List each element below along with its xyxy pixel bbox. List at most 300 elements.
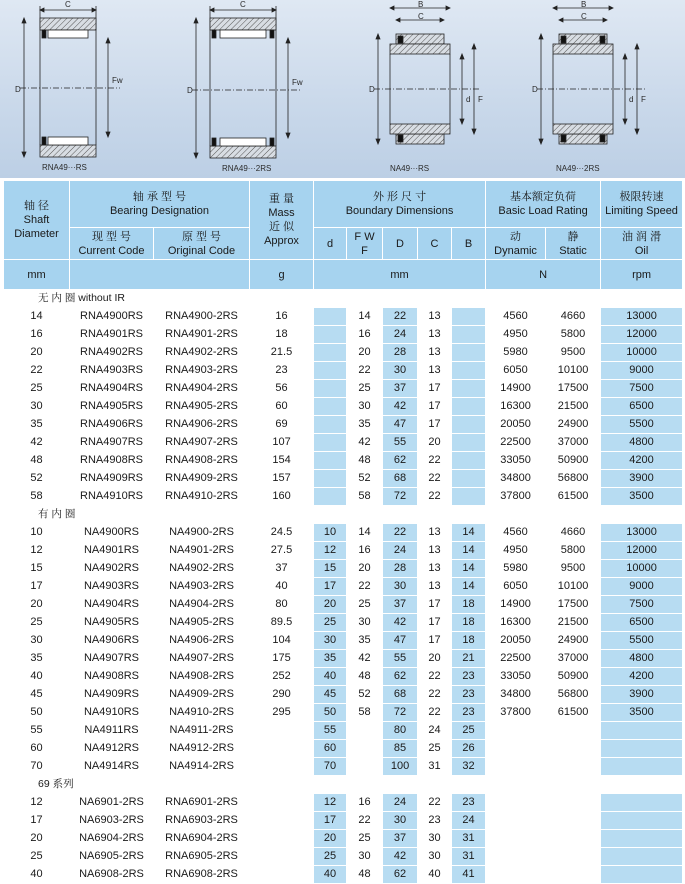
cell-dim-D: 30 bbox=[383, 812, 418, 830]
cell-shaft-diameter: 40 bbox=[4, 866, 70, 884]
cell-dim-B: 23 bbox=[452, 704, 486, 722]
cell-shaft-diameter: 17 bbox=[4, 578, 70, 596]
cell-original-code: NA4904-2RS bbox=[154, 596, 250, 614]
dim-label-fw: Fw bbox=[292, 78, 303, 87]
header-fw2: F bbox=[361, 244, 368, 257]
cell-load-dynamic: 22500 bbox=[486, 650, 546, 668]
table-row bbox=[4, 794, 683, 812]
cell-load-dynamic: 5980 bbox=[486, 344, 546, 362]
table-row bbox=[4, 434, 683, 452]
cell-current-code: NA4901RS bbox=[70, 542, 154, 560]
dim-label-c: C bbox=[581, 12, 587, 21]
cell-shaft-diameter: 10 bbox=[4, 524, 70, 542]
cell-dim-B: 25 bbox=[452, 722, 486, 740]
cell-load-dynamic: 4560 bbox=[486, 524, 546, 542]
table-row bbox=[4, 650, 683, 668]
cell-dim-D: 24 bbox=[383, 326, 418, 344]
table-row bbox=[4, 542, 683, 560]
cell-dim-fw: 22 bbox=[347, 578, 383, 596]
cell-original-code: NA4912-2RS bbox=[154, 740, 250, 758]
cell-mass: 21.5 bbox=[250, 344, 314, 362]
cell-mass: 80 bbox=[250, 596, 314, 614]
dim-label-f: F bbox=[641, 95, 646, 104]
cell-dim-D: 28 bbox=[383, 560, 418, 578]
table-row bbox=[4, 308, 683, 326]
cell-load-dynamic bbox=[486, 830, 546, 848]
cell-speed-oil: 12000 bbox=[601, 542, 683, 560]
cell-dim-fw: 22 bbox=[347, 362, 383, 380]
cell-dim-fw: 20 bbox=[347, 560, 383, 578]
table-row bbox=[4, 362, 683, 380]
cell-dim-d bbox=[314, 488, 347, 506]
cell-dim-C: 20 bbox=[418, 650, 452, 668]
cell-speed-oil: 9000 bbox=[601, 578, 683, 596]
cell-load-dynamic: 20050 bbox=[486, 416, 546, 434]
table-row bbox=[4, 812, 683, 830]
cell-dim-B: 18 bbox=[452, 632, 486, 650]
table-row bbox=[4, 470, 683, 488]
cell-dim-D: 28 bbox=[383, 344, 418, 362]
cell-dim-fw: 14 bbox=[347, 308, 383, 326]
cell-dim-C: 22 bbox=[418, 668, 452, 686]
cell-original-code: NA4903-2RS bbox=[154, 578, 250, 596]
cell-dim-C: 13 bbox=[418, 308, 452, 326]
cell-dim-fw: 20 bbox=[347, 344, 383, 362]
cell-dim-D: 68 bbox=[383, 470, 418, 488]
cell-load-dynamic bbox=[486, 722, 546, 740]
cell-dim-C: 13 bbox=[418, 578, 452, 596]
cell-current-code: RNA4908RS bbox=[70, 452, 154, 470]
cell-current-code: NA6901-2RS bbox=[70, 794, 154, 812]
cell-load-static bbox=[546, 758, 601, 776]
table-row bbox=[4, 398, 683, 416]
cell-dim-D: 100 bbox=[383, 758, 418, 776]
cell-dim-D: 68 bbox=[383, 686, 418, 704]
header-oil bbox=[601, 228, 683, 260]
cell-dim-C: 22 bbox=[418, 470, 452, 488]
cell-dim-d: 10 bbox=[314, 524, 347, 542]
table-row bbox=[4, 452, 683, 470]
cell-dim-d bbox=[314, 452, 347, 470]
dim-label-d-outer: D bbox=[369, 85, 375, 94]
cell-shaft-diameter: 30 bbox=[4, 632, 70, 650]
cell-dim-d: 17 bbox=[314, 812, 347, 830]
cell-load-static bbox=[546, 848, 601, 866]
cell-mass: 175 bbox=[250, 650, 314, 668]
cell-dim-d: 60 bbox=[314, 740, 347, 758]
cell-dim-d: 50 bbox=[314, 704, 347, 722]
dim-label-f: F bbox=[478, 95, 483, 104]
cell-current-code: NA4900RS bbox=[70, 524, 154, 542]
cell-dim-fw: 48 bbox=[347, 668, 383, 686]
cell-speed-oil: 6500 bbox=[601, 614, 683, 632]
cell-dim-C: 22 bbox=[418, 704, 452, 722]
cell-current-code: NA6903-2RS bbox=[70, 812, 154, 830]
cell-speed-oil bbox=[601, 758, 683, 776]
cell-shaft-diameter: 16 bbox=[4, 326, 70, 344]
cell-speed-oil: 3900 bbox=[601, 686, 683, 704]
header-static bbox=[546, 228, 601, 260]
cell-dim-C: 22 bbox=[418, 686, 452, 704]
cell-speed-oil: 9000 bbox=[601, 362, 683, 380]
cell-dim-D: 24 bbox=[383, 542, 418, 560]
cell-dim-D: 47 bbox=[383, 416, 418, 434]
cell-dim-C: 25 bbox=[418, 740, 452, 758]
cell-dim-d: 30 bbox=[314, 632, 347, 650]
cell-dim-D: 37 bbox=[383, 596, 418, 614]
cell-speed-oil bbox=[601, 866, 683, 884]
cell-dim-fw: 58 bbox=[347, 704, 383, 722]
cell-load-static: 21500 bbox=[546, 398, 601, 416]
dim-label-c: C bbox=[65, 0, 71, 9]
cell-mass bbox=[250, 794, 314, 812]
cell-mass: 290 bbox=[250, 686, 314, 704]
cell-shaft-diameter: 60 bbox=[4, 740, 70, 758]
table-row bbox=[4, 686, 683, 704]
cell-dim-d: 35 bbox=[314, 650, 347, 668]
table-row bbox=[4, 722, 683, 740]
cell-dim-fw: 48 bbox=[347, 452, 383, 470]
cell-dim-d bbox=[314, 344, 347, 362]
header-bearing-en: Bearing Designation bbox=[109, 205, 210, 217]
cell-current-code: RNA4910RS bbox=[70, 488, 154, 506]
cell-mass: 23 bbox=[250, 362, 314, 380]
cell-shaft-diameter: 70 bbox=[4, 758, 70, 776]
cell-dim-B: 32 bbox=[452, 758, 486, 776]
cell-dim-C: 17 bbox=[418, 380, 452, 398]
cell-dim-d bbox=[314, 380, 347, 398]
dim-label-d-outer: D bbox=[15, 85, 21, 94]
cell-current-code: NA4908RS bbox=[70, 668, 154, 686]
table-row bbox=[4, 344, 683, 362]
cell-load-static bbox=[546, 740, 601, 758]
cell-current-code: NA4914RS bbox=[70, 758, 154, 776]
cell-dim-fw: 42 bbox=[347, 434, 383, 452]
cell-dim-fw bbox=[347, 758, 383, 776]
cell-mass bbox=[250, 812, 314, 830]
cell-dim-D: 42 bbox=[383, 398, 418, 416]
header-dynamic bbox=[486, 228, 546, 260]
unit-mm: mm bbox=[4, 260, 70, 290]
cell-dim-d: 40 bbox=[314, 866, 347, 884]
dim-label-d-outer: D bbox=[187, 86, 193, 95]
table-row bbox=[4, 740, 683, 758]
header-fw1: F W bbox=[354, 230, 375, 243]
cell-load-static bbox=[546, 722, 601, 740]
cell-dim-d: 12 bbox=[314, 542, 347, 560]
cell-dim-d bbox=[314, 434, 347, 452]
unit-n: N bbox=[486, 260, 601, 290]
table-row bbox=[4, 704, 683, 722]
cell-speed-oil: 4800 bbox=[601, 650, 683, 668]
cell-mass bbox=[250, 758, 314, 776]
cell-current-code: RNA4909RS bbox=[70, 470, 154, 488]
cell-dim-d: 20 bbox=[314, 830, 347, 848]
cell-speed-oil: 5500 bbox=[601, 416, 683, 434]
header-load-en: Basic Load Rating bbox=[498, 205, 588, 217]
cell-mass bbox=[250, 866, 314, 884]
cell-speed-oil: 13000 bbox=[601, 308, 683, 326]
cell-shaft-diameter: 35 bbox=[4, 416, 70, 434]
cell-current-code: NA6908-2RS bbox=[70, 866, 154, 884]
cell-load-static: 37000 bbox=[546, 434, 601, 452]
cell-dim-d: 55 bbox=[314, 722, 347, 740]
cell-load-dynamic: 20050 bbox=[486, 632, 546, 650]
cell-dim-d: 40 bbox=[314, 668, 347, 686]
cell-speed-oil bbox=[601, 794, 683, 812]
cell-shaft-diameter: 14 bbox=[4, 308, 70, 326]
cell-dim-d bbox=[314, 362, 347, 380]
cell-dim-C: 17 bbox=[418, 596, 452, 614]
cell-current-code: NA4907RS bbox=[70, 650, 154, 668]
cell-load-dynamic: 37800 bbox=[486, 704, 546, 722]
bearing-drawings-panel bbox=[0, 0, 685, 178]
cell-mass bbox=[250, 848, 314, 866]
cell-dim-d: 45 bbox=[314, 686, 347, 704]
cell-load-static: 9500 bbox=[546, 560, 601, 578]
cell-dim-C: 31 bbox=[418, 758, 452, 776]
header-shaft-diameter bbox=[4, 181, 70, 260]
cell-dim-B bbox=[452, 344, 486, 362]
dim-label-d-inner: d bbox=[466, 95, 471, 104]
cell-dim-B: 14 bbox=[452, 524, 486, 542]
cell-dim-B: 23 bbox=[452, 794, 486, 812]
cell-load-static: 24900 bbox=[546, 416, 601, 434]
section-title: 69 系列 bbox=[4, 776, 683, 794]
cell-load-static: 4660 bbox=[546, 524, 601, 542]
cell-current-code: RNA4905RS bbox=[70, 398, 154, 416]
cell-mass: 104 bbox=[250, 632, 314, 650]
cell-current-code: RNA4907RS bbox=[70, 434, 154, 452]
cell-dim-C: 40 bbox=[418, 866, 452, 884]
cell-dim-B: 21 bbox=[452, 650, 486, 668]
cell-mass: 154 bbox=[250, 452, 314, 470]
cell-load-dynamic: 4950 bbox=[486, 326, 546, 344]
cell-shaft-diameter: 58 bbox=[4, 488, 70, 506]
cell-load-dynamic bbox=[486, 848, 546, 866]
cell-shaft-diameter: 15 bbox=[4, 560, 70, 578]
cell-original-code: RNA4904-2RS bbox=[154, 380, 250, 398]
cell-dim-D: 80 bbox=[383, 722, 418, 740]
header-dyn-cn: 动 bbox=[510, 230, 522, 243]
cell-dim-d bbox=[314, 470, 347, 488]
cell-load-static: 5800 bbox=[546, 542, 601, 560]
cell-speed-oil bbox=[601, 722, 683, 740]
cell-dim-D: 62 bbox=[383, 452, 418, 470]
cell-original-code: RNA6904-2RS bbox=[154, 830, 250, 848]
cell-dim-B bbox=[452, 470, 486, 488]
cell-original-code: RNA6905-2RS bbox=[154, 848, 250, 866]
cell-load-dynamic: 4560 bbox=[486, 308, 546, 326]
cell-speed-oil: 4200 bbox=[601, 452, 683, 470]
table-row bbox=[4, 578, 683, 596]
cell-speed-oil: 7500 bbox=[601, 596, 683, 614]
table-row bbox=[4, 488, 683, 506]
cell-load-static: 10100 bbox=[546, 362, 601, 380]
cell-shaft-diameter: 12 bbox=[4, 794, 70, 812]
cell-load-static: 61500 bbox=[546, 704, 601, 722]
drawing-na49-rs bbox=[374, 6, 480, 144]
cell-dim-C: 17 bbox=[418, 632, 452, 650]
cell-shaft-diameter: 45 bbox=[4, 686, 70, 704]
cell-dim-C: 22 bbox=[418, 794, 452, 812]
cell-dim-fw: 52 bbox=[347, 470, 383, 488]
cell-original-code: NA4908-2RS bbox=[154, 668, 250, 686]
cell-dim-D: 42 bbox=[383, 614, 418, 632]
dim-label-b: B bbox=[581, 0, 587, 9]
cell-dim-fw: 25 bbox=[347, 596, 383, 614]
cell-load-dynamic: 14900 bbox=[486, 596, 546, 614]
cell-original-code: NA4911-2RS bbox=[154, 722, 250, 740]
dim-label-c: C bbox=[418, 12, 424, 21]
header-stat-en: Static bbox=[559, 244, 587, 257]
table-row bbox=[4, 758, 683, 776]
cell-load-dynamic: 33050 bbox=[486, 452, 546, 470]
cell-dim-fw: 30 bbox=[347, 848, 383, 866]
cell-dim-C: 23 bbox=[418, 812, 452, 830]
cell-original-code: NA4905-2RS bbox=[154, 614, 250, 632]
table-row bbox=[4, 380, 683, 398]
header-current-code bbox=[70, 228, 154, 260]
cell-dim-fw: 35 bbox=[347, 632, 383, 650]
cell-mass: 37 bbox=[250, 560, 314, 578]
cell-mass bbox=[250, 740, 314, 758]
unit-rpm: rpm bbox=[601, 260, 683, 290]
cell-dim-D: 85 bbox=[383, 740, 418, 758]
cell-dim-B: 31 bbox=[452, 830, 486, 848]
cell-load-dynamic: 34800 bbox=[486, 686, 546, 704]
cell-speed-oil: 13000 bbox=[601, 524, 683, 542]
cell-dim-D: 55 bbox=[383, 434, 418, 452]
drawing-caption: NA49···2RS bbox=[556, 164, 600, 173]
cell-dim-fw: 42 bbox=[347, 650, 383, 668]
cell-shaft-diameter: 12 bbox=[4, 542, 70, 560]
cell-current-code: NA4906RS bbox=[70, 632, 154, 650]
cell-dim-D: 22 bbox=[383, 308, 418, 326]
cell-dim-D: 47 bbox=[383, 632, 418, 650]
cell-original-code: NA4910-2RS bbox=[154, 704, 250, 722]
cell-dim-fw: 25 bbox=[347, 380, 383, 398]
header-mass-en2: Approx bbox=[264, 235, 299, 247]
cell-dim-C: 24 bbox=[418, 722, 452, 740]
cell-dim-B bbox=[452, 452, 486, 470]
cell-dim-d: 12 bbox=[314, 794, 347, 812]
cell-shaft-diameter: 22 bbox=[4, 362, 70, 380]
section-header bbox=[4, 506, 683, 524]
cell-dim-fw: 16 bbox=[347, 794, 383, 812]
dim-label-d-outer: D bbox=[532, 85, 538, 94]
cell-speed-oil: 5500 bbox=[601, 632, 683, 650]
cell-dim-B: 18 bbox=[452, 614, 486, 632]
cell-dim-B: 26 bbox=[452, 740, 486, 758]
cell-mass: 252 bbox=[250, 668, 314, 686]
cell-shaft-diameter: 42 bbox=[4, 434, 70, 452]
cell-shaft-diameter: 25 bbox=[4, 848, 70, 866]
cell-original-code: RNA4910-2RS bbox=[154, 488, 250, 506]
cell-load-dynamic: 14900 bbox=[486, 380, 546, 398]
cell-shaft-diameter: 48 bbox=[4, 452, 70, 470]
cell-load-static bbox=[546, 812, 601, 830]
cell-dim-C: 13 bbox=[418, 560, 452, 578]
section-header bbox=[4, 776, 683, 794]
cell-load-dynamic: 5980 bbox=[486, 560, 546, 578]
cell-dim-C: 17 bbox=[418, 614, 452, 632]
cell-mass bbox=[250, 830, 314, 848]
cell-speed-oil bbox=[601, 848, 683, 866]
cell-load-dynamic bbox=[486, 758, 546, 776]
cell-load-static bbox=[546, 794, 601, 812]
table-row bbox=[4, 830, 683, 848]
cell-dim-d: 25 bbox=[314, 614, 347, 632]
cell-dim-B bbox=[452, 362, 486, 380]
cell-load-dynamic: 6050 bbox=[486, 362, 546, 380]
cell-dim-B bbox=[452, 380, 486, 398]
cell-load-dynamic: 34800 bbox=[486, 470, 546, 488]
cell-load-dynamic bbox=[486, 866, 546, 884]
cell-speed-oil: 3500 bbox=[601, 488, 683, 506]
cell-dim-C: 22 bbox=[418, 488, 452, 506]
cell-dim-fw: 25 bbox=[347, 830, 383, 848]
header-speed-cn: 极限转速 bbox=[619, 191, 664, 203]
cell-speed-oil bbox=[601, 812, 683, 830]
cell-dim-d: 25 bbox=[314, 848, 347, 866]
cell-dim-D: 30 bbox=[383, 362, 418, 380]
header-oil-cn: 油 润 滑 bbox=[621, 230, 662, 243]
header-speed-en: Limiting Speed bbox=[605, 205, 678, 217]
cell-dim-fw bbox=[347, 740, 383, 758]
cell-dim-B bbox=[452, 326, 486, 344]
drawing-caption: NA49···RS bbox=[390, 164, 430, 173]
cell-speed-oil: 4800 bbox=[601, 434, 683, 452]
cell-shaft-diameter: 50 bbox=[4, 704, 70, 722]
cell-dim-d bbox=[314, 398, 347, 416]
cell-dim-fw: 52 bbox=[347, 686, 383, 704]
drawing-rna49-rs bbox=[20, 6, 120, 157]
cell-shaft-diameter: 40 bbox=[4, 668, 70, 686]
cell-current-code: RNA4902RS bbox=[70, 344, 154, 362]
cell-dim-D: 37 bbox=[383, 830, 418, 848]
cell-dim-D: 30 bbox=[383, 578, 418, 596]
cell-load-dynamic bbox=[486, 740, 546, 758]
cell-original-code: NA4914-2RS bbox=[154, 758, 250, 776]
cell-original-code: RNA4908-2RS bbox=[154, 452, 250, 470]
cell-load-static bbox=[546, 830, 601, 848]
cell-dim-fw: 22 bbox=[347, 812, 383, 830]
section-title: 无 内 圈 without IR bbox=[4, 290, 683, 308]
header-mass-cn1: 重 量 bbox=[268, 193, 295, 205]
cell-dim-fw: 30 bbox=[347, 398, 383, 416]
cell-dim-B: 24 bbox=[452, 812, 486, 830]
cell-dim-B: 14 bbox=[452, 542, 486, 560]
cell-load-static: 9500 bbox=[546, 344, 601, 362]
cell-shaft-diameter: 30 bbox=[4, 398, 70, 416]
cell-load-static: 37000 bbox=[546, 650, 601, 668]
cell-dim-B: 18 bbox=[452, 596, 486, 614]
cell-current-code: NA6904-2RS bbox=[70, 830, 154, 848]
cell-dim-B: 31 bbox=[452, 848, 486, 866]
cell-current-code: NA4909RS bbox=[70, 686, 154, 704]
cell-original-code: RNA4901-2RS bbox=[154, 326, 250, 344]
drawing-caption: RNA49···RS bbox=[42, 163, 87, 172]
drawing-caption: RNA49···2RS bbox=[222, 164, 272, 173]
cell-shaft-diameter: 25 bbox=[4, 380, 70, 398]
cell-speed-oil: 3900 bbox=[601, 470, 683, 488]
cell-shaft-diameter: 17 bbox=[4, 812, 70, 830]
cell-dim-C: 22 bbox=[418, 452, 452, 470]
cell-dim-B bbox=[452, 434, 486, 452]
cell-mass: 89.5 bbox=[250, 614, 314, 632]
cell-speed-oil: 10000 bbox=[601, 560, 683, 578]
